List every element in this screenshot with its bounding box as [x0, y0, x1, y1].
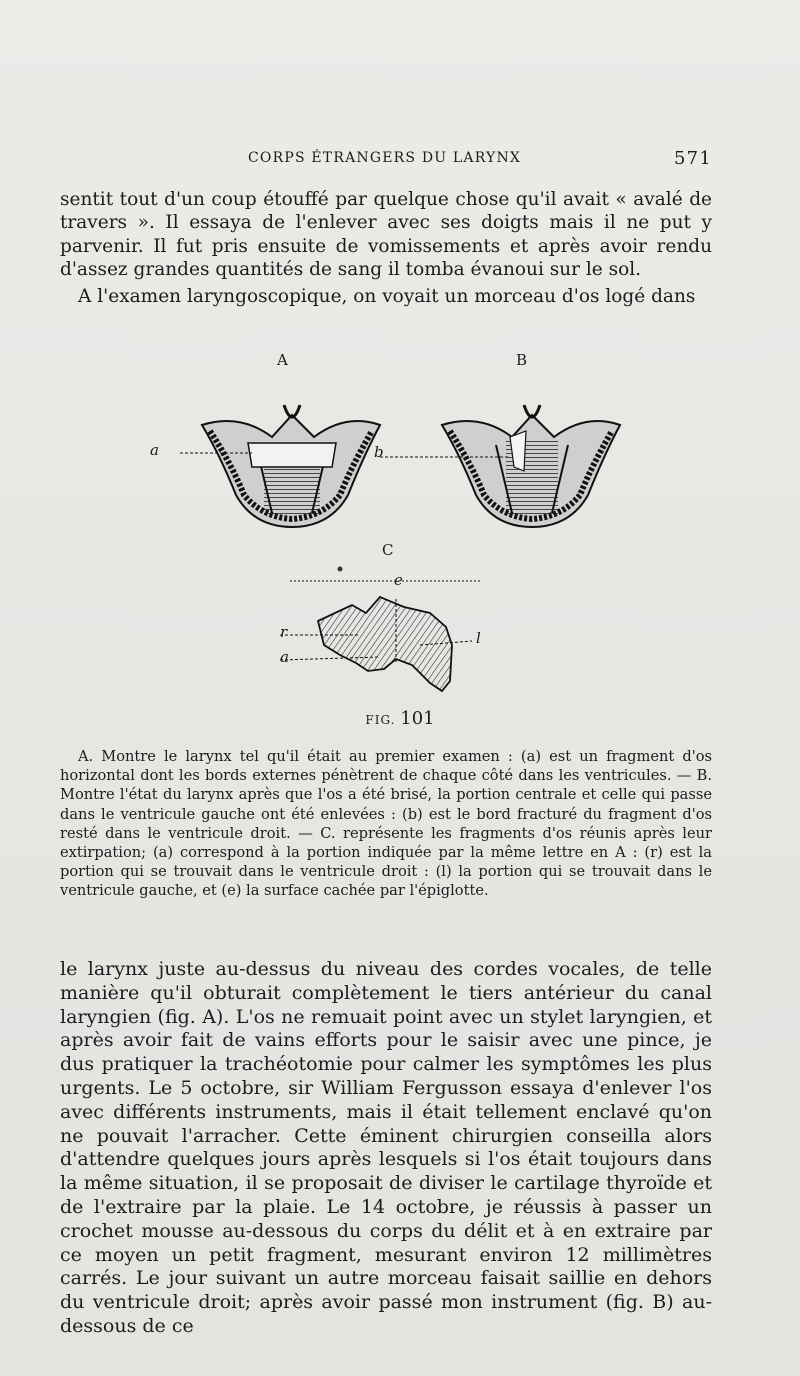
- running-head: [60, 148, 712, 172]
- figure-label-b: b: [374, 443, 384, 461]
- figure-label-r: r: [280, 623, 288, 641]
- figure-label-a-c: a: [280, 648, 289, 666]
- figure-caption-prefix: FIG.: [365, 713, 396, 727]
- larynx-diagram-b: [442, 405, 620, 527]
- running-title: CORPS ÉTRANGERS DU LARYNX: [248, 150, 522, 166]
- figure-label-e: e: [394, 571, 403, 589]
- paragraph-continued: sentit tout d'un coup étouffé par quelque chose qu'il avait « avalé de travers ». Il essaya de l'enlever avec ses doigts mais il ne put y parvenir. Il fut pris ensuite de vomissements et après avoir rendu d'assez grandes quantités de sang il tomba évanoui sur le sol.: [60, 189, 712, 281]
- figure-caption-number: 101: [400, 708, 435, 729]
- larynx-diagram-a: [202, 405, 380, 527]
- figure-caption: A. Montre le larynx tel qu'il était au premier examen : (a) est un fragment d'os horizontal dont les bords externes pénètrent de chaque côté dans les ventricules. — B. Montre l'état du larynx après que l'os a été brisé, la portion centrale et celle qui passe dans le ventricule gauche ont été enlevées : (b) est le bord fracturé du fragment d'os resté dans le ventricule droit. — C. représente les fragments d'os réunis après leur extirpation; (a) correspond à la portion indiquée par la même lettre en A : (r) est la portion qui se trouvait dans le ventricule droit : (l) la portion qui se trouvait dans le ventricule gauche, et (e) la surface cachée par l'épiglotte.: [60, 748, 712, 900]
- figure-caption-title: [0, 708, 800, 729]
- bone-fragments-c: [280, 567, 480, 692]
- figure-label-l: l: [476, 629, 481, 647]
- figure-label-c-upper: C: [382, 541, 394, 559]
- paragraph-examen: A l'examen laryngoscopique, on voyait un morceau d'os logé dans: [78, 286, 696, 307]
- figure-label-b-upper: B: [516, 351, 528, 369]
- figure-101: [150, 345, 640, 705]
- paragraph-larynx: le larynx juste au-dessus du niveau des cordes vocales, de telle manière qu'il obturait complètement le tiers antérieur du canal laryngien (fig. A). L'os ne remuait point avec un stylet laryngien, et après avoir fait de vains efforts pour le saisir avec une pince, je dus pratiquer la trachéotomie pour calmer les symptômes les plus urgents. Le 5 octobre, sir William Fergusson essaya d'enlever l'os avec différents instruments, mais il était tellement enclavé qu'on ne pouvait l'arracher. Cette éminent chirurgien conseilla alors d'attendre quelques jours après lesquels si l'os était toujours dans la même situation, il se proposait de diviser le cartilage thyroïde et de l'extraire par la plaie. Le 14 octobre, je réussis à passer un crochet mousse au-dessous du corps du délit et à en extraire par ce moyen un petit fragment, mesurant environ 12 millimètres carrés. Le jour suivant un autre morceau faisait saillie en dehors du ventricule droit; après avoir passé mon instrument (fig. B) au-dessous de ce: [60, 958, 712, 1337]
- page-number: 571: [674, 148, 712, 169]
- larynx-illustration: [180, 345, 640, 705]
- figure-label-a: a: [150, 441, 159, 459]
- figure-label-a-upper: A: [277, 351, 288, 369]
